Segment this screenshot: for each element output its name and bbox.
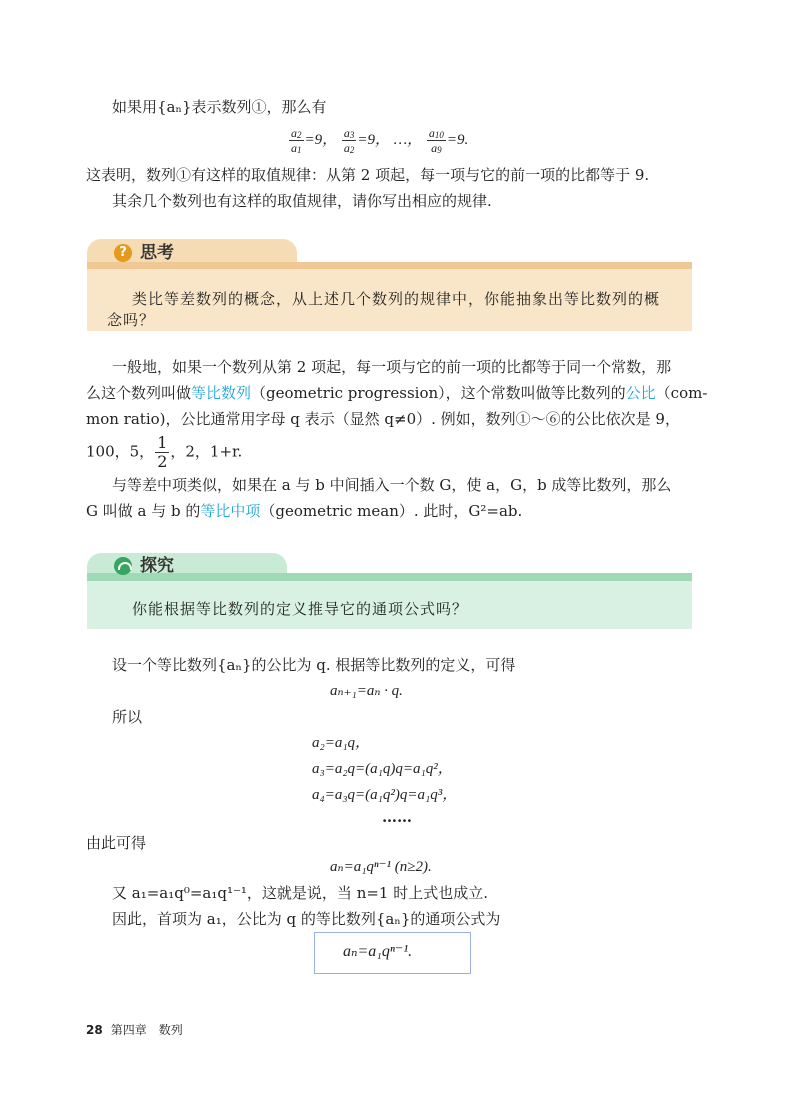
half-numerator: 1 (157, 433, 168, 452)
mean-line-2 (86, 501, 522, 521)
ratio-eq-1: =9， (304, 132, 338, 148)
fraction-a2-a1: $\frac{a_2}{a_1}$ (291, 126, 302, 156)
mean-text-b: （geometric mean）. 此时，G²=ab. (260, 502, 523, 520)
ratio-eq-3: =9. (446, 132, 469, 148)
definition-line-2 (86, 383, 707, 403)
term-geometric-progression: 等比数列 (191, 384, 252, 402)
general-term-formula: aₙ=a₁qⁿ⁻¹. (343, 943, 413, 960)
formula-dots: …… (382, 808, 412, 826)
def-text-c: （com- (655, 384, 708, 402)
chapter-title: 第四章 数列 (110, 1023, 183, 1037)
def-text-b: （geometric progression），这个常数叫做等比数列的 (251, 384, 626, 402)
formula-general-n2: aₙ=a₁qⁿ⁻¹ (n≥2). (330, 859, 432, 875)
ratio-list-b: ，2，1+r. (170, 442, 243, 461)
question-icon: ? (114, 244, 132, 262)
ratio-ellipsis: …， (393, 132, 423, 148)
def-text-a: 么这个数列叫做 (86, 384, 192, 402)
term-geometric-mean: 等比中项 (200, 502, 261, 520)
page-footer (86, 1022, 183, 1038)
term-common-ratio: 公比 (625, 384, 656, 402)
intro-line-2: 这表明，数列①有这样的取值规律：从第 2 项起，每一项与它的前一项的比都等于 9. (86, 166, 650, 184)
explore-icon (114, 557, 132, 575)
derivation-line-2: 所以 (112, 708, 143, 726)
definition-line-3: mon ratio)，公比通常用字母 q 表示（显然 q≠0）. 例如，数列①～⑥的公比依次是 9， (86, 410, 680, 428)
fraction-a3-a2: $\frac{a_3}{a_2}$ (343, 126, 355, 156)
derivation-line-4: 又 a₁=a₁q⁰=a₁q¹⁻¹，这就是说，当 n=1 时上式也成立. (112, 884, 489, 902)
explore-text: 你能根据等比数列的定义推导它的通项公式吗？ (132, 600, 469, 618)
mean-line-1: 与等差中项类似，如果在 a 与 b 中间插入一个数 G，使 a，G，b 成等比数列，那么 (112, 476, 672, 494)
explore-label: 探究 (140, 556, 174, 576)
definition-line-1: 一般地，如果一个数列从第 2 项起，每一项与它的前一项的比都等于同一个常数，那 (112, 358, 672, 376)
page-number: 28 (86, 1023, 103, 1037)
think-label: 思考 (140, 243, 174, 263)
formula-recurrence: aₙ₊₁=aₙ · q. (330, 683, 403, 699)
fraction-one-half (155, 434, 169, 471)
formula-a4: a₄=a₃q=(a₁q²)q=a₁q³， (312, 787, 458, 803)
think-text-2: 念吗？ (107, 311, 156, 329)
intro-line-3: 其余几个数列也有这样的取值规律，请你写出相应的规律. (112, 192, 492, 210)
think-box-strip (87, 262, 692, 269)
ratio-eq-2: =9， (357, 132, 390, 148)
formula-a2: a₂=a₁q， (312, 735, 371, 751)
half-denominator: 2 (157, 452, 168, 471)
derivation-line-5: 因此，首项为 a₁，公比为 q 的等比数列{aₙ}的通项公式为 (112, 910, 501, 928)
mean-text-a: G 叫做 a 与 b 的 (86, 502, 201, 520)
formula-a3: a₃=a₂q=(a₁q)q=a₁q²， (312, 761, 453, 777)
derivation-line-1: 设一个等比数列{aₙ}的公比为 q. 根据等比数列的定义，可得 (112, 656, 516, 674)
definition-line-4 (86, 434, 242, 471)
derivation-line-3: 由此可得 (86, 834, 147, 852)
intro-line-1: 如果用{aₙ}表示数列①，那么有 (112, 98, 327, 116)
fraction-a10-a9: $\frac{a_{10}}{a_9}$ (428, 126, 444, 156)
ratio-list-a: 100，5， (86, 442, 155, 461)
ratio-equations (288, 125, 468, 155)
explore-box-strip (87, 573, 692, 581)
think-text-1: 类比等差数列的概念，从上述几个数列的规律中，你能抽象出等比数列的概 (132, 290, 661, 308)
